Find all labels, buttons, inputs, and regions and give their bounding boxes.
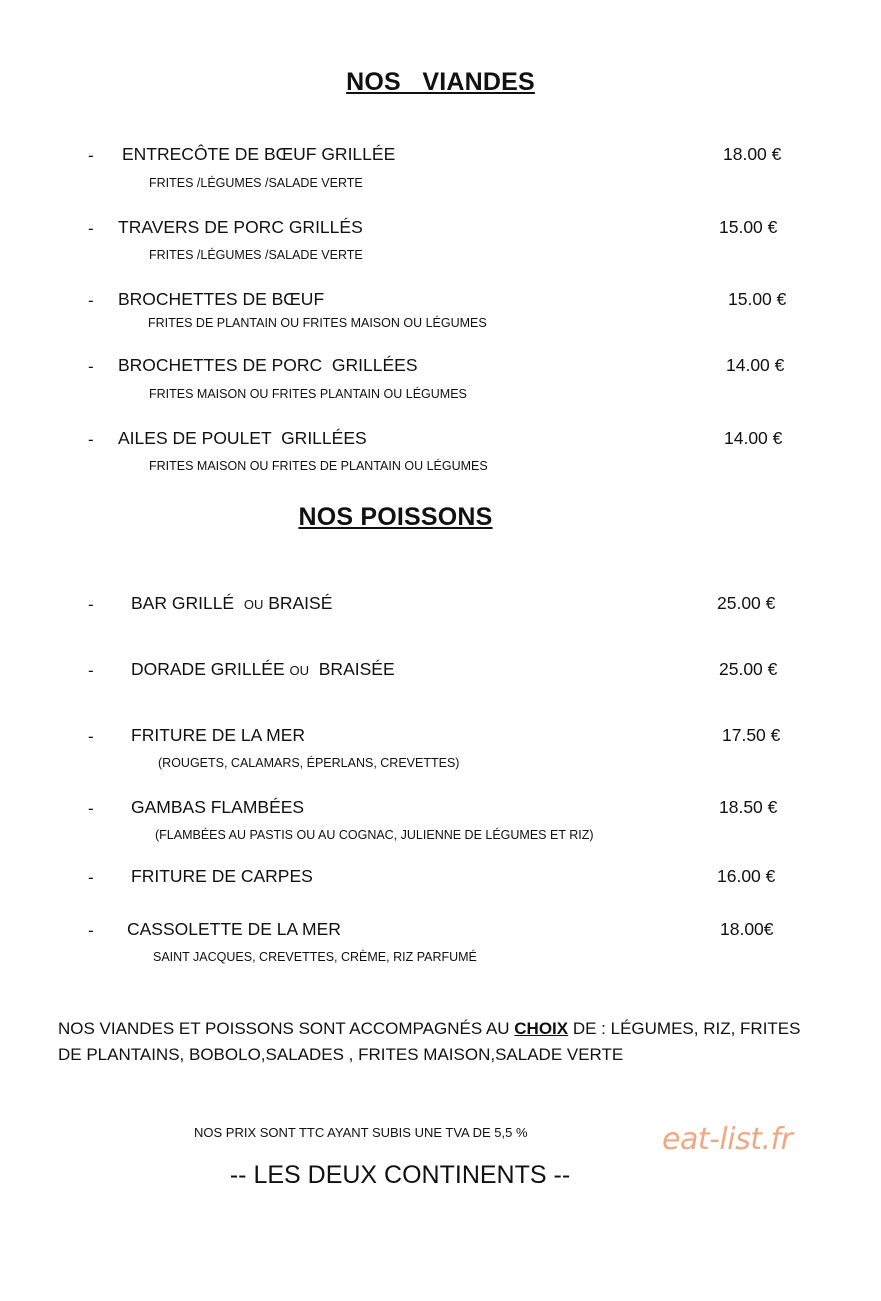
item-name: ENTRECÔTE DE BŒUF GRILLÉE bbox=[122, 144, 396, 164]
item-dash: - bbox=[88, 357, 94, 376]
item-dash: - bbox=[88, 595, 94, 614]
item-name: FRITURE DE CARPES bbox=[131, 866, 313, 886]
item-description: FRITES MAISON OU FRITES PLANTAIN OU LÉGUMES bbox=[149, 387, 467, 401]
item-price: 17.50 € bbox=[722, 725, 781, 745]
item-price: 15.00 € bbox=[728, 289, 787, 309]
item-name: BROCHETTES DE BŒUF bbox=[118, 289, 325, 309]
item-name: BROCHETTES DE PORC GRILLÉES bbox=[118, 355, 418, 375]
item-dash: - bbox=[88, 291, 94, 310]
item-name: CASSOLETTE DE LA MER bbox=[127, 919, 341, 939]
item-description: FRITES /LÉGUMES /SALADE VERTE bbox=[149, 248, 363, 262]
item-dash: - bbox=[88, 219, 94, 238]
item-price: 16.00 € bbox=[717, 866, 776, 886]
accompaniment-note: NOS VIANDES ET POISSONS SONT ACCOMPAGNÉS AU CHOIX DE : LÉGUMES, RIZ, FRITES DE PLANTAINS, BOBOLO,SALADES , FRITES MAISON,SALADE VERTE bbox=[58, 1019, 801, 1064]
item-price: 18.00€ bbox=[720, 919, 774, 939]
item-name: TRAVERS DE PORC GRILLÉS bbox=[118, 217, 363, 237]
item-dash: - bbox=[88, 430, 94, 449]
choice-emphasis: CHOIX bbox=[514, 1019, 569, 1038]
item-price: 15.00 € bbox=[719, 217, 778, 237]
item-name: FRITURE DE LA MER bbox=[131, 725, 306, 745]
item-price: 18.00 € bbox=[723, 144, 782, 164]
item-dash: - bbox=[88, 921, 94, 940]
item-description: FRITES DE PLANTAIN OU FRITES MAISON OU LÉGUMES bbox=[148, 316, 487, 330]
item-name: AILES DE POULET GRILLÉES bbox=[118, 428, 367, 448]
item-name: BAR GRILLÉ OU BRAISÉ bbox=[131, 593, 333, 613]
item-dash: - bbox=[88, 799, 94, 818]
item-price: 14.00 € bbox=[724, 428, 783, 448]
item-dash: - bbox=[88, 661, 94, 680]
item-description: FRITES MAISON OU FRITES DE PLANTAIN OU LÉGUMES bbox=[149, 459, 488, 473]
item-price: 14.00 € bbox=[726, 355, 785, 375]
item-description: SAINT JACQUES, CREVETTES, CRÈME, RIZ PARFUMÉ bbox=[153, 950, 477, 964]
item-description: (ROUGETS, CALAMARS, ÉPERLANS, CREVETTES) bbox=[158, 756, 460, 770]
item-price: 18.50 € bbox=[719, 797, 778, 817]
item-description: FRITES /LÉGUMES /SALADE VERTE bbox=[149, 176, 363, 190]
item-price: 25.00 € bbox=[717, 593, 776, 613]
restaurant-name: -- LES DEUX CONTINENTS -- bbox=[229, 1161, 571, 1189]
meats-heading: NOS VIANDES bbox=[346, 68, 535, 96]
fish-heading: NOS POISSONS bbox=[298, 503, 493, 531]
watermark-logo: eat-list.fr bbox=[662, 1122, 793, 1157]
item-name: GAMBAS FLAMBÉES bbox=[131, 797, 305, 817]
item-description: (FLAMBÉES AU PASTIS OU AU COGNAC, JULIENNE DE LÉGUMES ET RIZ) bbox=[155, 828, 594, 842]
item-name: DORADE GRILLÉE OU BRAISÉE bbox=[131, 659, 395, 679]
item-dash: - bbox=[88, 727, 94, 746]
item-price: 25.00 € bbox=[719, 659, 778, 679]
tax-note: NOS PRIX SONT TTC AYANT SUBIS UNE TVA DE 5,5 % bbox=[194, 1125, 528, 1140]
item-dash: - bbox=[88, 868, 94, 887]
item-dash: - bbox=[88, 146, 94, 165]
